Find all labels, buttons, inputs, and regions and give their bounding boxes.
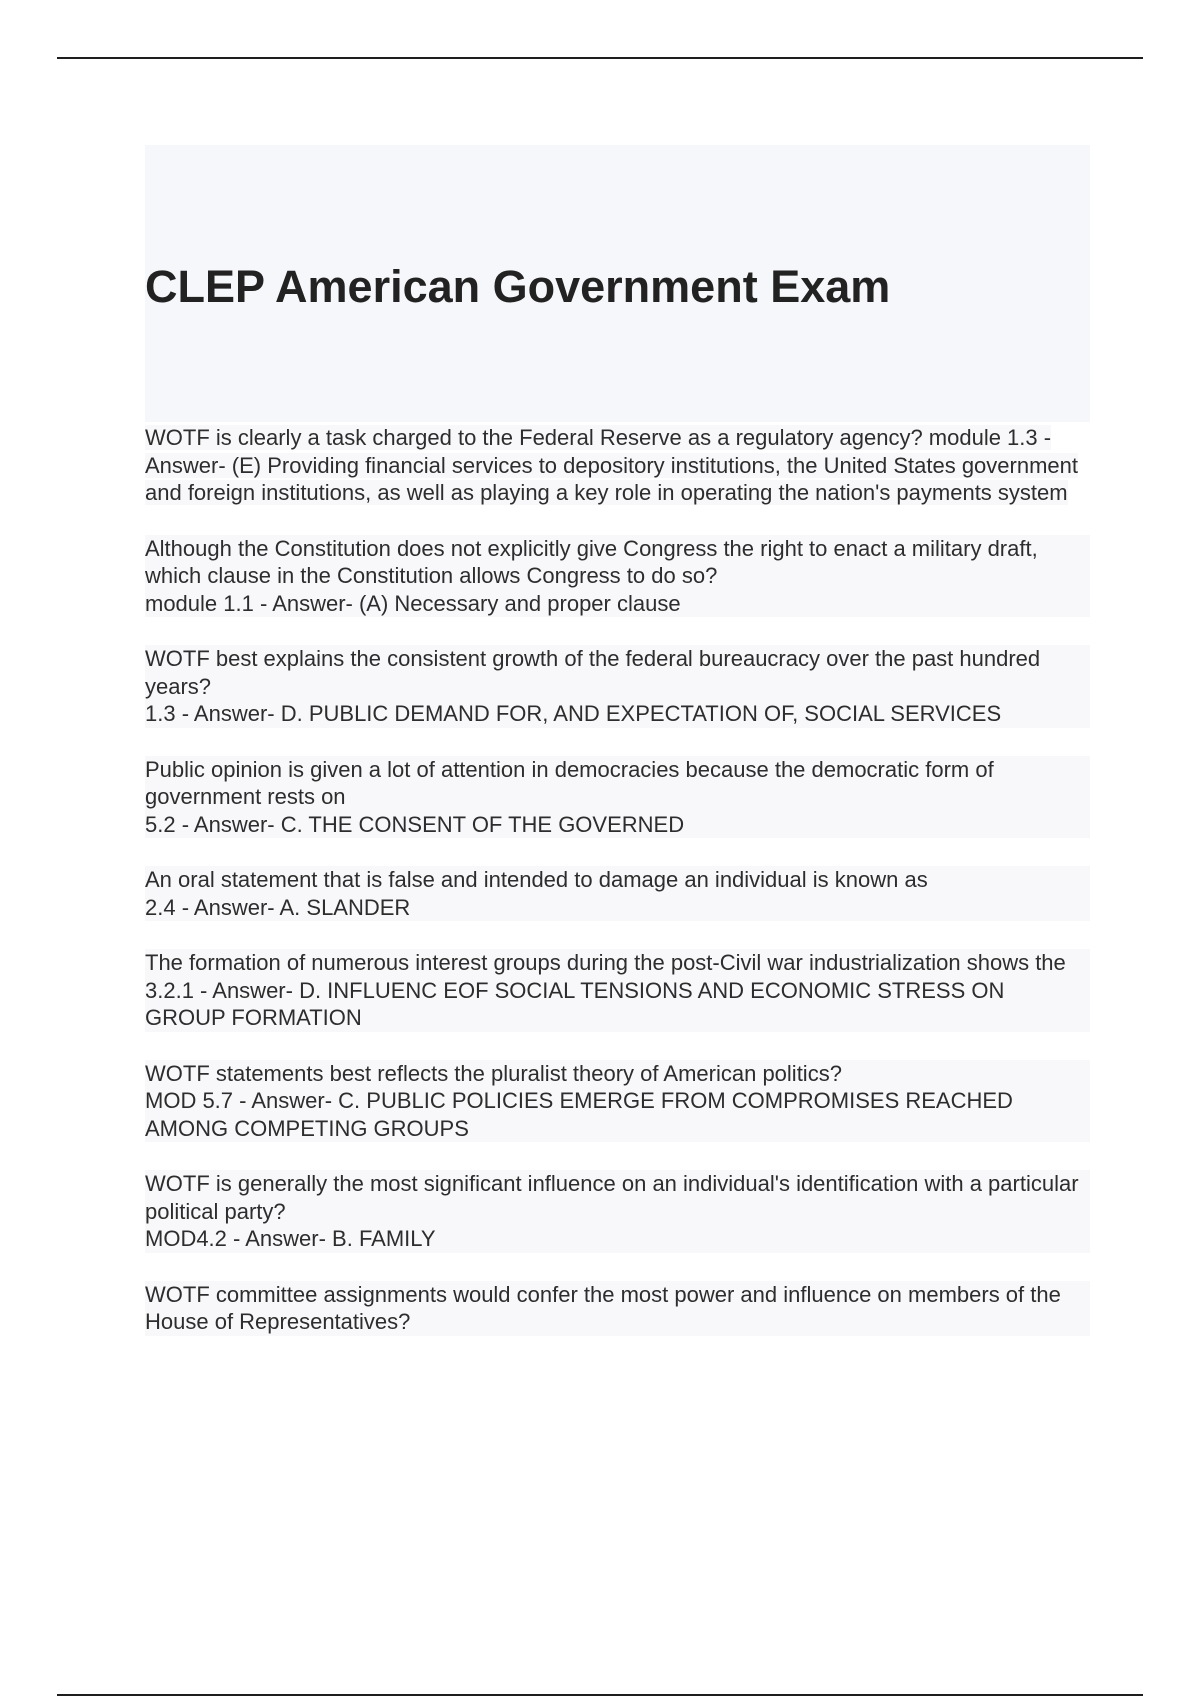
- qa-item-8: [145, 1170, 1090, 1253]
- question-text: WOTF is generally the most significant influence on an individual's identification with a particular political party?: [145, 1170, 1090, 1225]
- answer-text: - Answer- (E) Providing financial services to depository institutions, the United States government and foreign institutions, as well as playing a key role in operating the nation's payments system: [145, 425, 1078, 505]
- answer-text: MOD 5.7 - Answer- C. PUBLIC POLICIES EMERGE FROM COMPROMISES REACHED AMONG COMPETING GROUPS: [145, 1087, 1090, 1142]
- question-text: An oral statement that is false and intended to damage an individual is known as: [145, 866, 1090, 894]
- footer-rule: [57, 1694, 1143, 1696]
- title-banner: [145, 145, 1090, 422]
- qa-item-5: [145, 866, 1090, 921]
- qa-item-1: [145, 424, 1090, 507]
- qa-item-9: [145, 1281, 1090, 1336]
- answer-text: 2.4 - Answer- A. SLANDER: [145, 894, 1090, 922]
- page-title: CLEP American Government Exam: [145, 261, 891, 312]
- question-text: WOTF is clearly a task charged to the Federal Reserve as a regulatory agency? module 1.3: [145, 425, 1038, 450]
- question-text: WOTF best explains the consistent growth of the federal bureaucracy over the past hundred years?: [145, 645, 1090, 700]
- qa-item-3: [145, 645, 1090, 728]
- answer-text: MOD4.2 - Answer- B. FAMILY: [145, 1225, 1090, 1253]
- qa-list: [145, 424, 1090, 1364]
- qa-item-2: [145, 535, 1090, 618]
- header-rule: [57, 57, 1143, 59]
- qa-item-7: [145, 1060, 1090, 1143]
- qa-item-4: [145, 756, 1090, 839]
- qa-item-6: [145, 949, 1090, 1032]
- answer-text: 5.2 - Answer- C. THE CONSENT OF THE GOVERNED: [145, 811, 1090, 839]
- answer-text: module 1.1 - Answer- (A) Necessary and proper clause: [145, 590, 1090, 618]
- answer-text: 1.3 - Answer- D. PUBLIC DEMAND FOR, AND EXPECTATION OF, SOCIAL SERVICES: [145, 700, 1090, 728]
- question-text: The formation of numerous interest groups during the post-Civil war industrialization shows the: [145, 949, 1090, 977]
- question-text: WOTF committee assignments would confer the most power and influence on members of the House of Representatives?: [145, 1281, 1090, 1336]
- question-text: Public opinion is given a lot of attention in democracies because the democratic form of government rests on: [145, 756, 1090, 811]
- question-text: Although the Constitution does not explicitly give Congress the right to enact a military draft, which clause in the Constitution allows Congress to do so?: [145, 535, 1090, 590]
- answer-text: 3.2.1 - Answer- D. INFLUENC EOF SOCIAL TENSIONS AND ECONOMIC STRESS ON GROUP FORMATION: [145, 977, 1090, 1032]
- question-text: WOTF statements best reflects the pluralist theory of American politics?: [145, 1060, 1090, 1088]
